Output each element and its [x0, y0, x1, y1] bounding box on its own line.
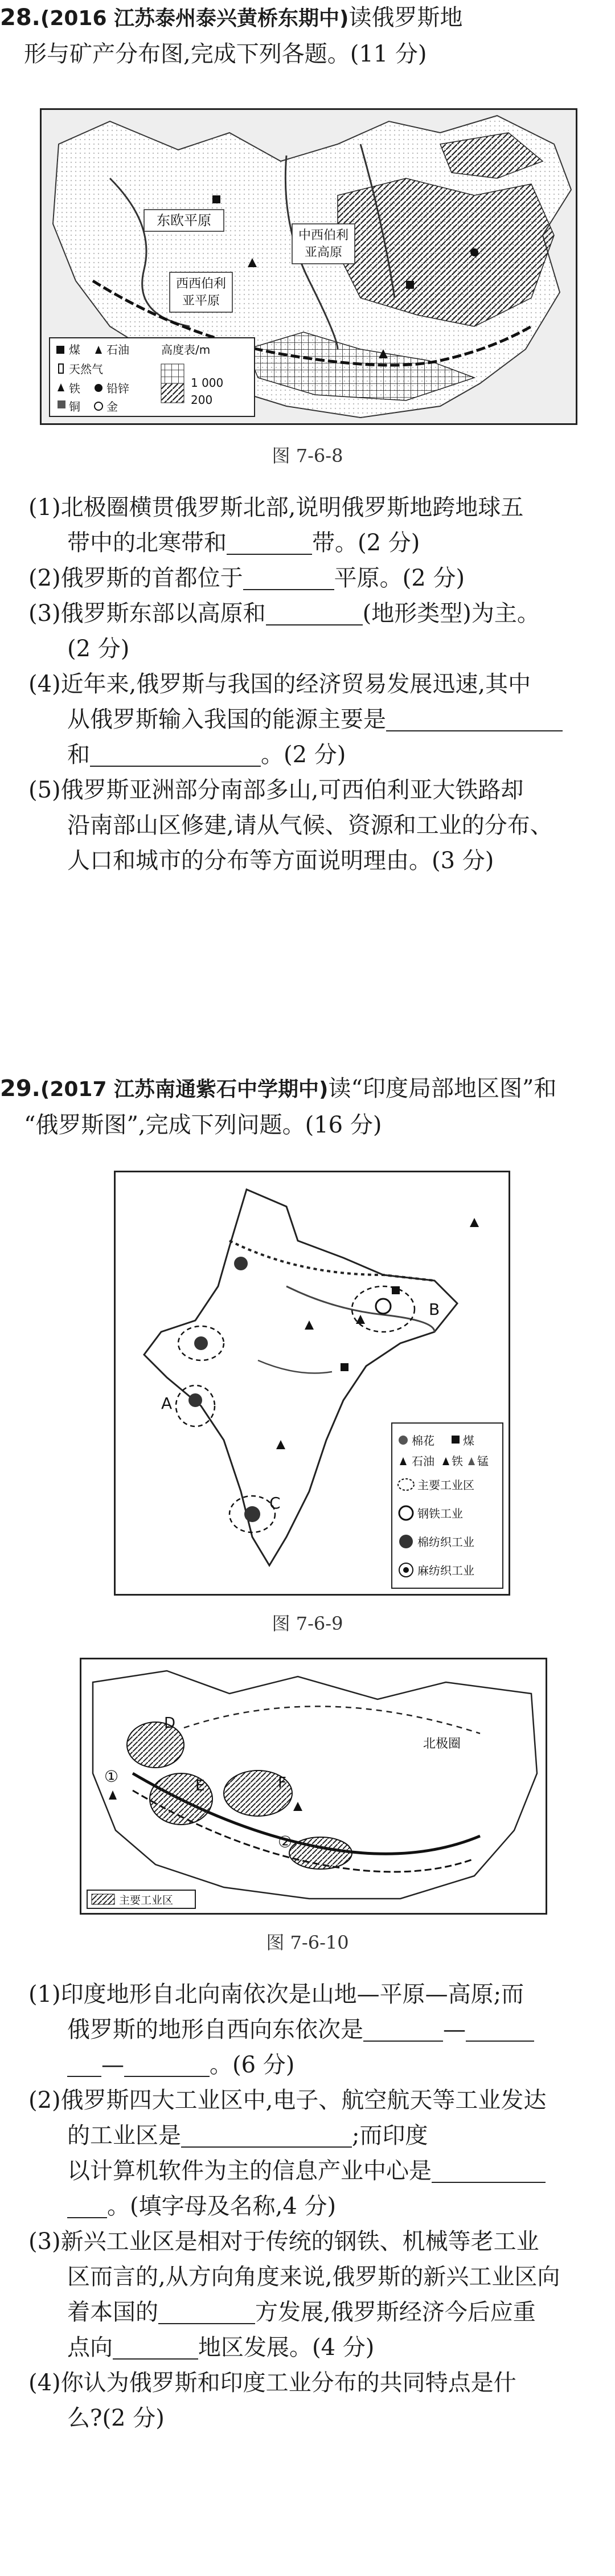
- q29-item-1: (1)印度地形自北向南依次是山地—平原—高原;而 俄罗斯的地形自西向东依次是 — — 。(6 分): [28, 1977, 598, 2083]
- answer-blank[interactable]: [113, 2333, 198, 2360]
- q29-item-3: (3)新兴工业区是相对于传统的钢铁、机械等老工业 区而言的,从方向角度来说,俄罗斯的新兴工业区向 着本国的 方发展,俄罗斯经济今后应重 点向 地区发展。(4 分): [28, 2229, 560, 2361]
- q28-item-5: (5)俄罗斯亚洲部分南部多山,可西伯利亚大铁路却 沿南部山区修建,请从气候、资源和工业的分布、 人口和城市的分布等方面说明理由。(3 分): [28, 777, 553, 874]
- caption-fig-7-6-8: 图 7-6-8: [272, 445, 343, 467]
- russia-terrain-map: [40, 108, 577, 425]
- russia-industry-map: [80, 1658, 547, 1915]
- q28-item-4: (4)近年来,俄罗斯与我国的经济贸易发展迅速,其中 从俄罗斯输入我国的能源主要是 和 。(2 分): [28, 667, 598, 772]
- q28-intro-2: 形与矿产分布图,完成下列各题。(11 分): [24, 41, 427, 67]
- india-map: [114, 1171, 510, 1596]
- russia-industry-map-svg: [81, 1659, 546, 1913]
- q28-intro-1: 读俄罗斯地: [348, 5, 463, 31]
- india-label-B: B: [429, 1300, 440, 1319]
- india-label-A: A: [161, 1394, 173, 1413]
- svg-text:亚平原: 亚平原: [182, 294, 220, 308]
- russia-label-2: ②: [278, 1833, 293, 1851]
- q29-item-4: (4)你认为俄罗斯和印度工业分布的共同特点是什 么?(2 分): [28, 2370, 516, 2431]
- answer-blank[interactable]: [124, 2051, 210, 2077]
- russia-label-1: ①: [104, 1767, 119, 1786]
- q28-header: [0, 0, 592, 72]
- answer-blank[interactable]: [432, 2157, 546, 2183]
- label-arctic-circle: 北极圈: [423, 1737, 461, 1751]
- legend-coal-india: 煤: [463, 1434, 474, 1448]
- legend-steel: 钢铁工业: [417, 1507, 463, 1520]
- russia-label-E: E: [195, 1777, 205, 1794]
- q29-source: (2017 江苏南通紫石中学期中): [40, 1078, 329, 1101]
- q28-source: (2016 江苏泰州泰兴黄桥东期中): [40, 7, 349, 30]
- q29-intro-2: “俄罗斯图”,完成下列问题。(16 分): [24, 1112, 382, 1138]
- russia-label-F: F: [278, 1774, 286, 1792]
- legend-coal: 煤: [69, 343, 80, 357]
- legend-manganese: 锰: [477, 1454, 489, 1468]
- answer-blank[interactable]: [67, 2192, 107, 2218]
- q28-item-1: (1)北极圈横贯俄罗斯北部,说明俄罗斯地跨地球五 带中的北寒带和 带。(2 分): [28, 494, 524, 556]
- q29-intro-1: 读“印度局部地区图”和: [328, 1076, 557, 1102]
- caption-fig-7-6-10: 图 7-6-10: [266, 1932, 349, 1953]
- legend-oil: 石油: [106, 343, 129, 357]
- legend-gas: 天然气: [69, 362, 103, 376]
- legend-copper: 铜: [69, 400, 80, 414]
- russia-terrain-map-svg: [42, 110, 576, 423]
- india-label-C: C: [269, 1494, 281, 1512]
- legend-elev-200: 200: [191, 393, 213, 407]
- answer-blank[interactable]: [90, 741, 261, 767]
- q29-header: [0, 1071, 592, 1143]
- label-east-europe-plain: 东欧平原: [157, 212, 211, 228]
- legend-iron-india: 铁: [452, 1454, 463, 1468]
- label-central-siberia-plateau: 中西伯利: [298, 228, 349, 243]
- q28-item-2: (2)俄罗斯的首都位于 平原。(2 分): [28, 565, 465, 591]
- q28-number: 28.: [0, 5, 40, 31]
- legend-industrial-zone: 主要工业区: [417, 1478, 474, 1492]
- answer-blank[interactable]: [227, 529, 312, 555]
- legend-iron: 铁: [69, 382, 80, 395]
- q28-item-3: (3)俄罗斯东部以高原和 (地形类型)为主。 (2 分): [28, 600, 540, 662]
- india-map-svg: [116, 1172, 509, 1594]
- legend-cotton-textile: 棉纺织工业: [417, 1535, 474, 1549]
- legend-lead-zinc: 铅锌: [106, 382, 129, 395]
- q29-item-2: (2)俄罗斯四大工业区中,电子、航空航天等工业发达 的工业区是 ;而印度 以计算机软件为主的信息产业中心是 。(填字母及名称,4 分): [28, 2087, 547, 2219]
- caption-fig-7-6-9: 图 7-6-9: [272, 1613, 343, 1634]
- legend-oil-india: 石油: [412, 1454, 434, 1468]
- answer-blank[interactable]: [466, 2015, 534, 2042]
- russia-label-D: D: [164, 1715, 176, 1732]
- legend-major-industrial-zone: 主要工业区: [119, 1894, 174, 1907]
- answer-blank[interactable]: [363, 2015, 443, 2042]
- q29-number: 29.: [0, 1076, 40, 1102]
- legend-elev-1000: 1 000: [191, 376, 224, 390]
- legend-cotton: 棉花: [412, 1434, 434, 1448]
- answer-blank[interactable]: [266, 599, 363, 625]
- answer-blank[interactable]: [386, 705, 563, 731]
- legend-jute-textile: 麻纺织工业: [417, 1564, 474, 1577]
- svg-text:亚高原: 亚高原: [304, 246, 343, 260]
- answer-blank[interactable]: [243, 564, 334, 590]
- legend-elevation-title: 高度表/m: [161, 343, 211, 357]
- answer-blank[interactable]: [181, 2121, 352, 2148]
- legend-gold: 金: [106, 400, 118, 414]
- answer-blank[interactable]: [158, 2298, 255, 2324]
- answer-blank[interactable]: [67, 2051, 101, 2077]
- label-west-siberia-plain: 西西伯利: [175, 277, 227, 291]
